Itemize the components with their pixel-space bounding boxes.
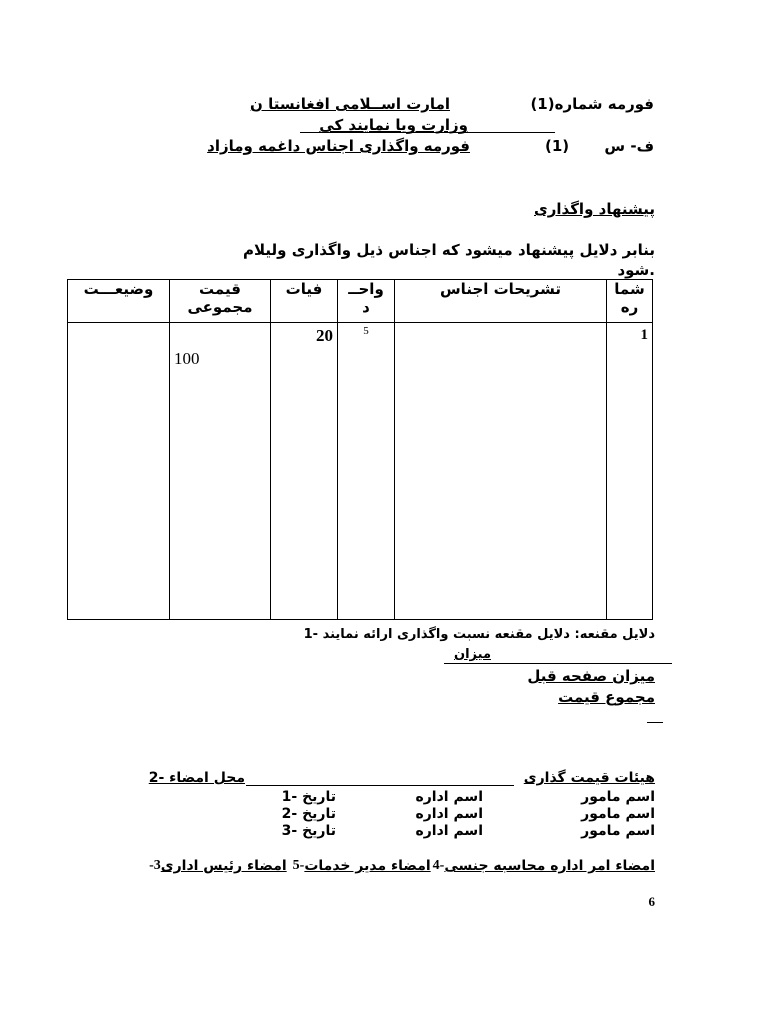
header-price: فیات bbox=[271, 280, 338, 323]
proposal-heading: پیشنهاد واگذاری bbox=[534, 200, 655, 218]
signature-place: محل امضاء -2 bbox=[148, 770, 245, 786]
prev-page-total: میزان صفحه قبل bbox=[527, 667, 655, 685]
page-number: 6 bbox=[648, 894, 655, 909]
office-name-3: اسم اداره bbox=[415, 823, 483, 839]
cell-unit: 5 bbox=[338, 323, 395, 620]
form-title: فورمه واگذاری اجناس داغمه ومازاد bbox=[207, 137, 470, 155]
sig-num-5: 5- bbox=[292, 858, 305, 873]
reasons-text: دلایل مقنعه: دلایل مقنعه نسبت واگذاری ارائه نمایند -1 bbox=[303, 627, 655, 642]
date-3: تاریخ -3 bbox=[281, 823, 336, 839]
cell-total: 100 bbox=[170, 323, 271, 620]
emirate-title: امارت اســلامی افغانستا ن bbox=[250, 95, 450, 113]
office-name-2: اسم اداره bbox=[415, 806, 483, 822]
sig-accounting: امضاء امر اداره محاسبه جنسی bbox=[444, 858, 655, 874]
sig-admin: امضاء رئیس اداری bbox=[160, 858, 287, 874]
sig-num-4: 4- bbox=[432, 858, 445, 873]
total-price: مجموع قیمت bbox=[558, 688, 655, 706]
committee-heading: هیئات قیمت گذاری bbox=[523, 770, 655, 786]
header-description: تشریحات اجناس bbox=[395, 280, 607, 323]
date-1: تاریخ -1 bbox=[281, 789, 336, 805]
sig-services: امضاء مدیر خدمات bbox=[304, 858, 431, 874]
ministry-title: وزارت ویا نمایند کی bbox=[319, 116, 468, 134]
items-table bbox=[67, 279, 653, 620]
mizan-label: میزان bbox=[454, 647, 491, 662]
fs-number: (1) bbox=[545, 137, 570, 155]
officer-name-1: اسم مامور bbox=[581, 789, 655, 805]
header-status: وضیعـــت bbox=[68, 280, 170, 323]
form-number-label: فورمه شماره(1) bbox=[530, 95, 654, 113]
officer-name-3: اسم مامور bbox=[581, 823, 655, 839]
table-header-row bbox=[68, 280, 653, 323]
header-unit: واحــ د bbox=[338, 280, 395, 323]
date-2: تاریخ -2 bbox=[281, 806, 336, 822]
officer-name-2: اسم مامور bbox=[581, 806, 655, 822]
cell-status bbox=[68, 323, 170, 620]
table-row bbox=[68, 323, 653, 620]
total-price-underline bbox=[647, 722, 663, 723]
proposal-sentence-line1: بنابر دلایل پیشنهاد میشود که اجناس ذیل واگذاری ولیلام bbox=[243, 241, 655, 259]
sig-num-3: -3 bbox=[149, 858, 161, 873]
committee-underline bbox=[246, 785, 514, 786]
ministry-underline bbox=[300, 132, 555, 133]
signature-line bbox=[149, 858, 655, 874]
cell-number: 1 bbox=[607, 323, 653, 620]
fs-label: ف- س bbox=[604, 137, 654, 155]
mizan-underline bbox=[444, 663, 672, 664]
header-total: قیمت مجموعی bbox=[170, 280, 271, 323]
proposal-sentence-line2: .شود bbox=[617, 261, 655, 279]
cell-price: 20 bbox=[271, 323, 338, 620]
cell-description bbox=[395, 323, 607, 620]
header-number: شما ره bbox=[607, 280, 653, 323]
office-name-1: اسم اداره bbox=[415, 789, 483, 805]
